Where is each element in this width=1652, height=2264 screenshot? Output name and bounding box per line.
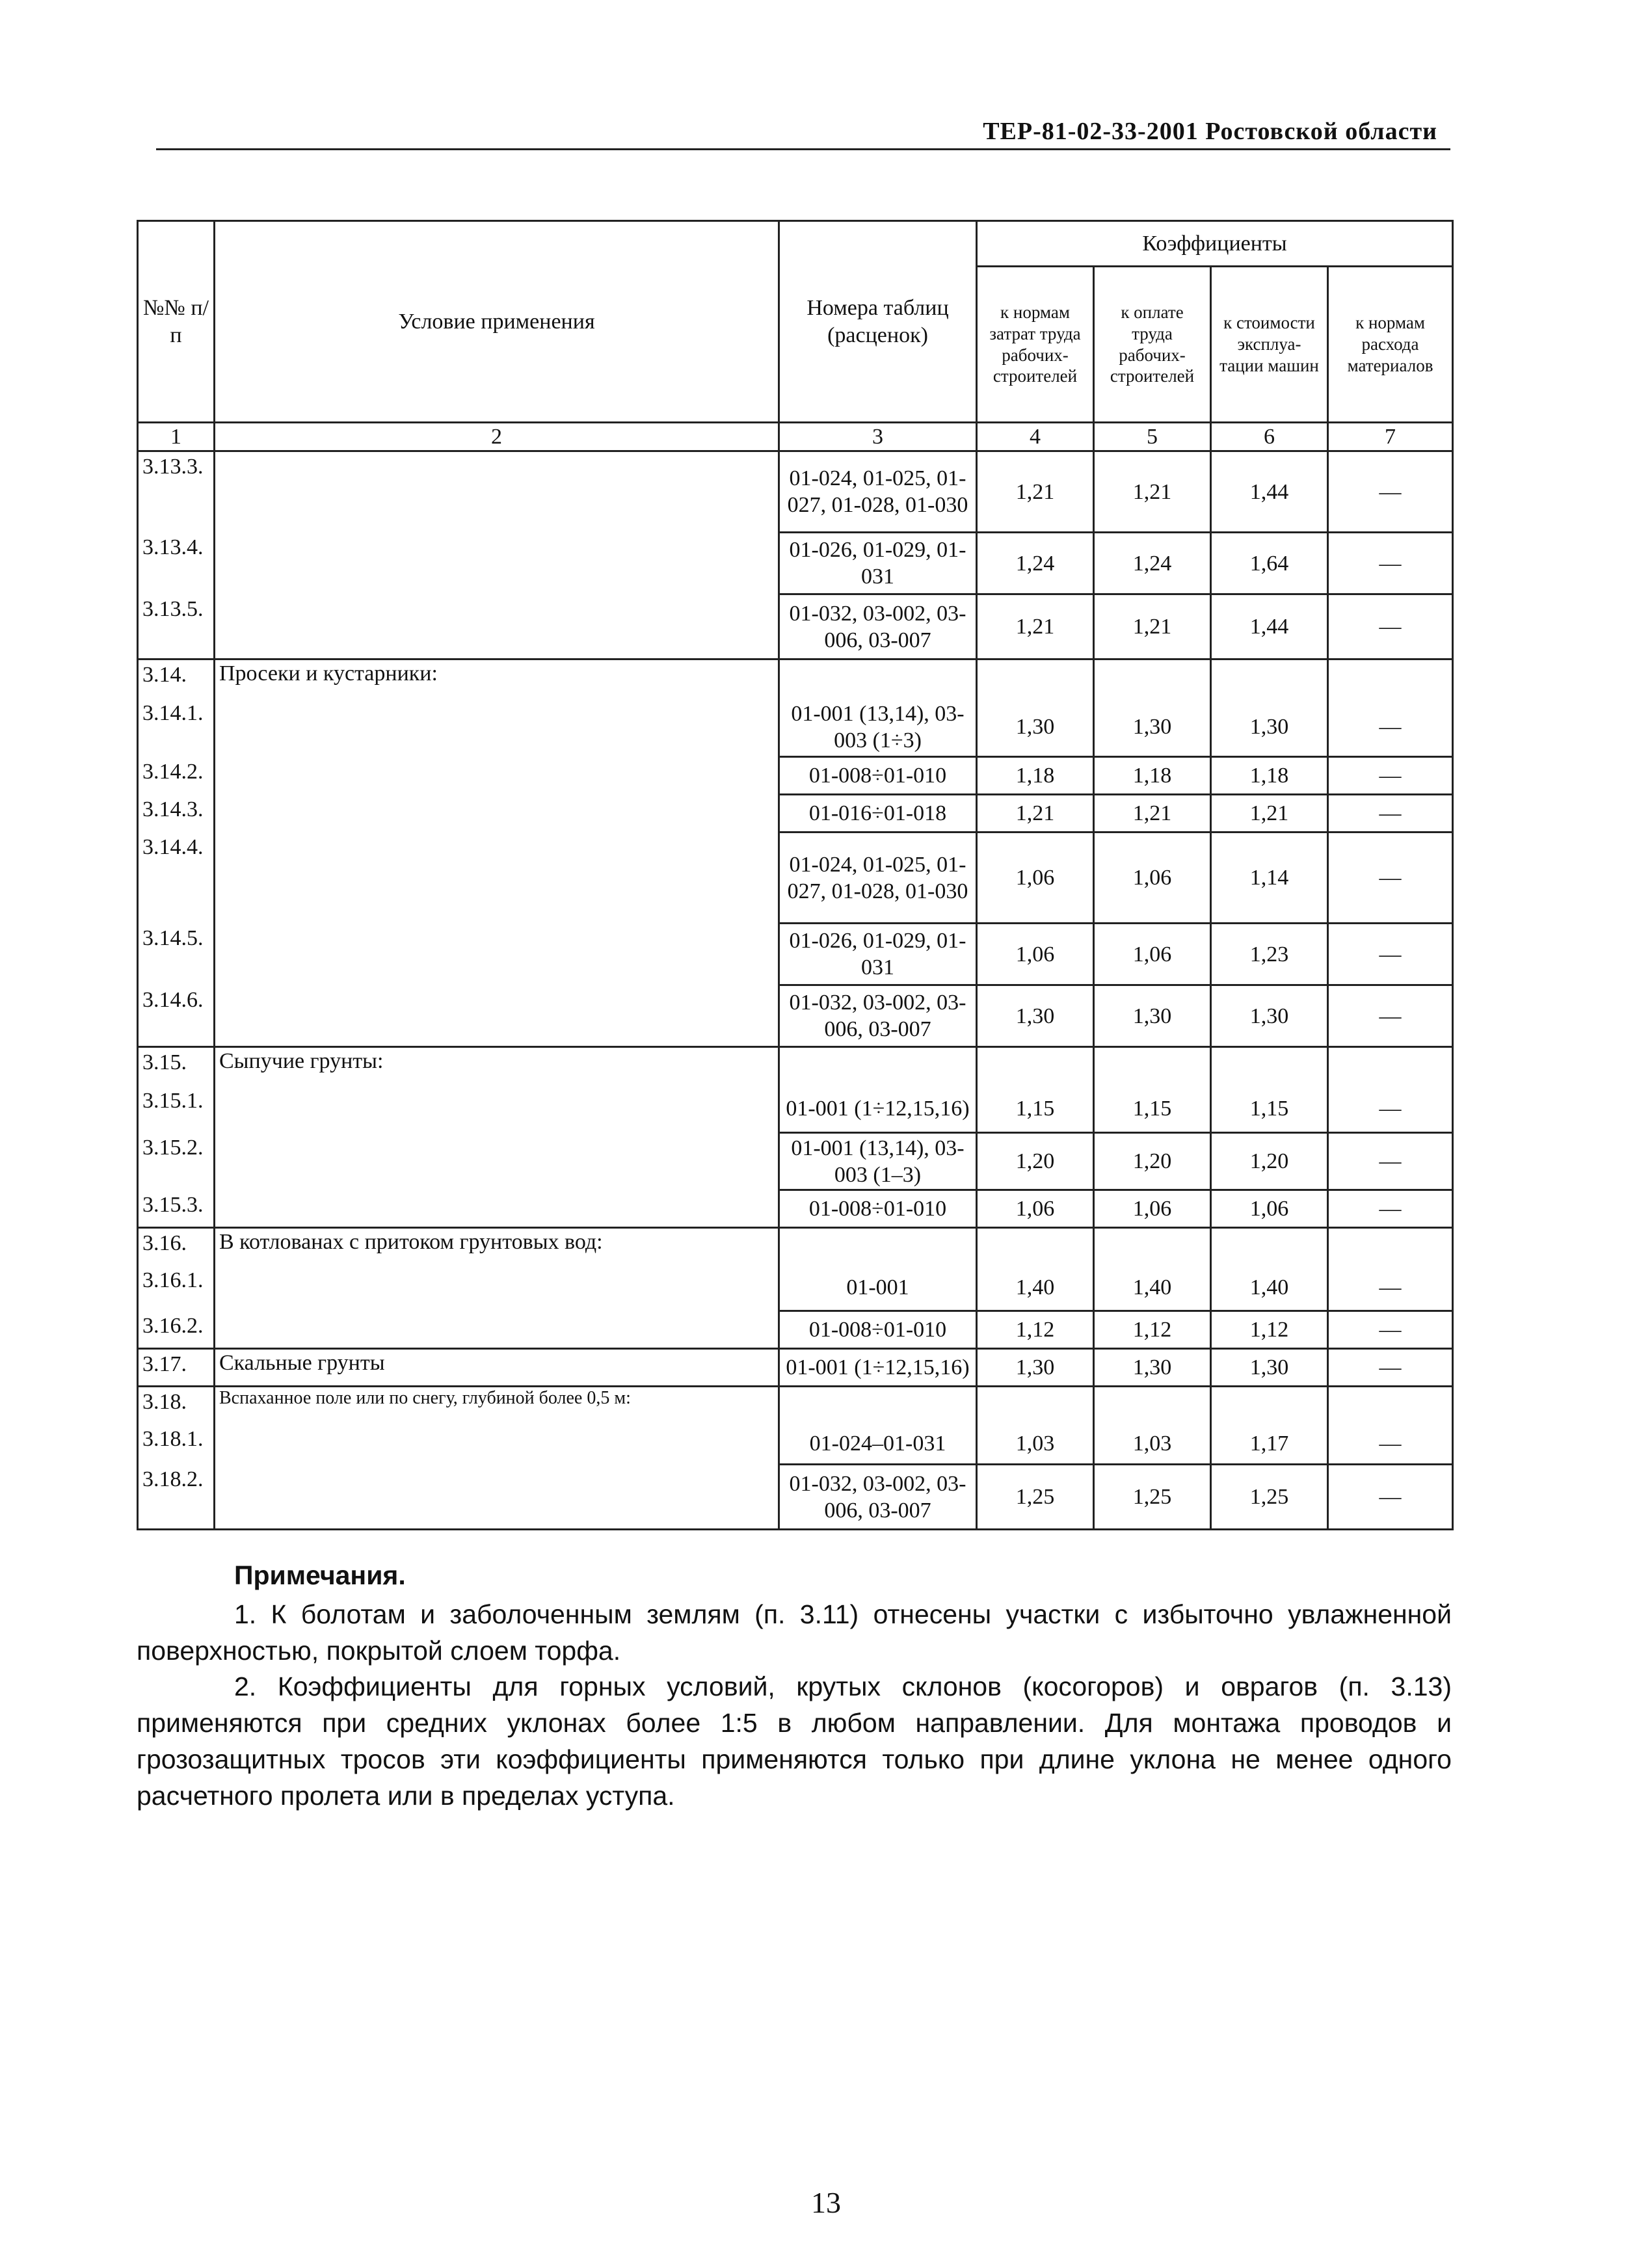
column-number: 5 (1094, 423, 1211, 451)
row-number: 3.16.2. (138, 1311, 215, 1349)
row-condition (215, 533, 779, 594)
row-condition: Скальные грунты (215, 1349, 779, 1387)
row-condition: В котлованах с притоком грунтовых вод: (215, 1228, 779, 1266)
coef-labor-pay: 1,24 (1094, 533, 1211, 594)
table-row (138, 1311, 1453, 1349)
note-item: 2. Коэффициенты для горных условий, крутых склонов (косогоров) и оврагов (п. 3.13) применяются при средних уклонах более 1:5 в любом направлении. Для монтажа проводов и грозозащитных тросов эти коэффициенты применяются только при длине уклона не менее одного расчетного пролета или в пределах уступа. (137, 1671, 1452, 1811)
coef-machine-cost: 1,30 (1211, 1349, 1328, 1387)
coef-labor-norms: 1,30 (977, 1349, 1094, 1387)
coef-material-norms: — (1328, 924, 1453, 985)
document-title: ТЕР-81-02-33-2001 Ростовской области (983, 118, 1437, 145)
row-condition (215, 451, 779, 533)
coef-labor-norms: 1,15 (977, 1086, 1094, 1133)
table-row (138, 1465, 1453, 1530)
row-condition (215, 924, 779, 985)
coef-material-norms: — (1328, 1349, 1453, 1387)
row-condition (215, 795, 779, 832)
coef-labor-pay: 1,06 (1094, 1190, 1211, 1228)
coef-material-norms: — (1328, 1266, 1453, 1311)
row-tables: 01-008÷01-010 (779, 1311, 977, 1349)
row-tables (779, 659, 977, 699)
coef-labor-pay: 1,21 (1094, 795, 1211, 832)
coef-material-norms: — (1328, 832, 1453, 924)
coef-labor-norms: 1,18 (977, 757, 1094, 795)
coef-material-norms (1328, 1387, 1453, 1424)
row-number: 3.15.2. (138, 1133, 215, 1190)
coef-labor-pay: 1,12 (1094, 1311, 1211, 1349)
row-condition (215, 1465, 779, 1530)
table-row (138, 1190, 1453, 1228)
coef-machine-cost: 1,30 (1211, 985, 1328, 1047)
coef-machine-cost: 1,23 (1211, 924, 1328, 985)
coef-machine-cost (1211, 659, 1328, 699)
coef-material-norms (1328, 1228, 1453, 1266)
coef-labor-norms (977, 1228, 1094, 1266)
coef-machine-cost: 1,44 (1211, 594, 1328, 659)
coef-labor-norms (977, 1387, 1094, 1424)
header-num: №№ п/п (138, 221, 215, 423)
row-condition: Просеки и кустарники: (215, 659, 779, 699)
coef-labor-norms: 1,21 (977, 795, 1094, 832)
header-labor-pay: к оплате труда рабочих-строителей (1094, 267, 1211, 423)
coef-labor-pay: 1,30 (1094, 1349, 1211, 1387)
row-number: 3.18.2. (138, 1465, 215, 1530)
row-number: 3.13.5. (138, 594, 215, 659)
coef-labor-norms: 1,30 (977, 699, 1094, 757)
coef-labor-pay (1094, 1228, 1211, 1266)
row-condition (215, 757, 779, 795)
coef-machine-cost: 1,21 (1211, 795, 1328, 832)
row-tables: 01-016÷01-018 (779, 795, 977, 832)
table-row (138, 757, 1453, 795)
coef-machine-cost (1211, 1047, 1328, 1086)
row-number: 3.14.1. (138, 699, 215, 757)
coef-labor-norms: 1,40 (977, 1266, 1094, 1311)
header-material-norms: к нормам расхода материалов (1328, 267, 1453, 423)
row-tables: 01-032, 03-002, 03-006, 03-007 (779, 594, 977, 659)
table-row (138, 985, 1453, 1047)
table-row (138, 1086, 1453, 1133)
coef-labor-norms (977, 1047, 1094, 1086)
coef-material-norms: — (1328, 1133, 1453, 1190)
row-tables: 01-024–01-031 (779, 1424, 977, 1465)
row-condition (215, 699, 779, 757)
row-tables: 01-026, 01-029, 01-031 (779, 924, 977, 985)
coef-labor-pay: 1,30 (1094, 985, 1211, 1047)
row-number: 3.14.3. (138, 795, 215, 832)
row-condition (215, 832, 779, 924)
coef-labor-norms: 1,12 (977, 1311, 1094, 1349)
row-number: 3.14.4. (138, 832, 215, 924)
row-tables (779, 1387, 977, 1424)
coef-labor-norms (977, 659, 1094, 699)
coef-machine-cost: 1,15 (1211, 1086, 1328, 1133)
row-number: 3.15.3. (138, 1190, 215, 1228)
coef-labor-norms: 1,20 (977, 1133, 1094, 1190)
coef-labor-pay: 1,30 (1094, 699, 1211, 757)
row-condition: Вспаханное поле или по снегу, глубиной более 0,5 м: (215, 1387, 779, 1424)
coef-material-norms: — (1328, 1465, 1453, 1530)
coef-labor-pay: 1,21 (1094, 451, 1211, 533)
table-row (138, 832, 1453, 924)
table-row (138, 659, 1453, 699)
coef-labor-pay (1094, 1047, 1211, 1086)
coef-material-norms (1328, 1047, 1453, 1086)
row-number: 3.17. (138, 1349, 215, 1387)
coef-material-norms: — (1328, 594, 1453, 659)
coef-material-norms: — (1328, 1190, 1453, 1228)
table-row (138, 699, 1453, 757)
coef-labor-norms: 1,06 (977, 1190, 1094, 1228)
row-tables: 01-008÷01-010 (779, 757, 977, 795)
table-row (138, 1228, 1453, 1266)
coef-material-norms: — (1328, 757, 1453, 795)
row-number: 3.14.6. (138, 985, 215, 1047)
coef-labor-pay: 1,18 (1094, 757, 1211, 795)
table-row (138, 533, 1453, 594)
row-number: 3.16.1. (138, 1266, 215, 1311)
coef-machine-cost: 1,12 (1211, 1311, 1328, 1349)
table-row (138, 1047, 1453, 1086)
coef-material-norms: — (1328, 699, 1453, 757)
coef-labor-pay: 1,20 (1094, 1133, 1211, 1190)
header-condition: Условие применения (215, 221, 779, 423)
note-item: 1. К болотам и заболоченным землям (п. 3.11) отнесены участки с избыточно увлажненной поверхностью, покрытой слоем торфа. (137, 1599, 1452, 1666)
coef-labor-pay: 1,03 (1094, 1424, 1211, 1465)
coef-machine-cost: 1,44 (1211, 451, 1328, 533)
coef-labor-pay (1094, 659, 1211, 699)
row-number: 3.13.3. (138, 451, 215, 533)
table-row (138, 1266, 1453, 1311)
row-number: 3.14.2. (138, 757, 215, 795)
table-row (138, 1133, 1453, 1190)
column-number: 2 (215, 423, 779, 451)
coef-material-norms: — (1328, 985, 1453, 1047)
coef-machine-cost: 1,64 (1211, 533, 1328, 594)
coef-material-norms: — (1328, 451, 1453, 533)
coef-labor-pay: 1,40 (1094, 1266, 1211, 1311)
column-numbers-row (138, 423, 1453, 451)
row-condition (215, 1190, 779, 1228)
column-number: 4 (977, 423, 1094, 451)
coef-material-norms: — (1328, 795, 1453, 832)
coef-labor-pay: 1,06 (1094, 924, 1211, 985)
coef-machine-cost (1211, 1387, 1328, 1424)
row-condition (215, 1266, 779, 1311)
page-header (156, 116, 1450, 150)
row-number: 3.13.4. (138, 533, 215, 594)
table-row (138, 594, 1453, 659)
row-number: 3.15.1. (138, 1086, 215, 1133)
coef-machine-cost: 1,25 (1211, 1465, 1328, 1530)
notes-section (137, 1558, 1452, 1814)
row-number: 3.18.1. (138, 1424, 215, 1465)
coef-labor-norms: 1,06 (977, 924, 1094, 985)
row-number: 3.16. (138, 1228, 215, 1266)
row-tables (779, 1228, 977, 1266)
column-number: 3 (779, 423, 977, 451)
row-number: 3.14.5. (138, 924, 215, 985)
row-tables: 01-026, 01-029, 01-031 (779, 533, 977, 594)
coef-labor-pay: 1,15 (1094, 1086, 1211, 1133)
row-tables: 01-001 (1÷12,15,16) (779, 1086, 977, 1133)
row-tables (779, 1047, 977, 1086)
coef-machine-cost: 1,17 (1211, 1424, 1328, 1465)
coef-machine-cost: 1,14 (1211, 832, 1328, 924)
notes-title: Примечания. (234, 1560, 406, 1590)
coef-material-norms: — (1328, 1086, 1453, 1133)
table-row (138, 924, 1453, 985)
coef-machine-cost: 1,40 (1211, 1266, 1328, 1311)
row-tables: 01-032, 03-002, 03-006, 03-007 (779, 985, 977, 1047)
coef-machine-cost: 1,06 (1211, 1190, 1328, 1228)
row-condition (215, 1311, 779, 1349)
table-row (138, 795, 1453, 832)
coef-material-norms: — (1328, 533, 1453, 594)
table-row (138, 1424, 1453, 1465)
header-labor-norms: к нормам затрат труда рабочих-строителей (977, 267, 1094, 423)
row-tables: 01-024, 01-025, 01-027, 01-028, 01-030 (779, 451, 977, 533)
column-number: 7 (1328, 423, 1453, 451)
coef-labor-pay (1094, 1387, 1211, 1424)
row-condition (215, 1086, 779, 1133)
column-number: 1 (138, 423, 215, 451)
header-tables: Номера таблиц (расценок) (779, 221, 977, 423)
coef-machine-cost: 1,30 (1211, 699, 1328, 757)
row-tables: 01-008÷01-010 (779, 1190, 977, 1228)
row-tables: 01-001 (13,14), 03-003 (1–3) (779, 1133, 977, 1190)
table-row (138, 1349, 1453, 1387)
row-tables: 01-032, 03-002, 03-006, 03-007 (779, 1465, 977, 1530)
page-number: 13 (811, 2186, 841, 2219)
column-number: 6 (1211, 423, 1328, 451)
row-number: 3.15. (138, 1047, 215, 1086)
coef-labor-pay: 1,21 (1094, 594, 1211, 659)
coef-machine-cost: 1,20 (1211, 1133, 1328, 1190)
row-tables: 01-001 (779, 1266, 977, 1311)
coef-material-norms: — (1328, 1424, 1453, 1465)
coef-labor-norms: 1,06 (977, 832, 1094, 924)
row-condition (215, 1424, 779, 1465)
coef-material-norms: — (1328, 1311, 1453, 1349)
coef-labor-norms: 1,30 (977, 985, 1094, 1047)
row-tables: 01-001 (13,14), 03-003 (1÷3) (779, 699, 977, 757)
row-number: 3.14. (138, 659, 215, 699)
header-machine-cost: к стоимости эксплуа-тации машин (1211, 267, 1328, 423)
coef-machine-cost (1211, 1228, 1328, 1266)
row-number: 3.18. (138, 1387, 215, 1424)
coef-labor-pay: 1,06 (1094, 832, 1211, 924)
coefficients-table (137, 220, 1454, 1530)
coef-machine-cost: 1,18 (1211, 757, 1328, 795)
coef-labor-norms: 1,03 (977, 1424, 1094, 1465)
row-condition (215, 594, 779, 659)
coef-material-norms (1328, 659, 1453, 699)
coef-labor-pay: 1,25 (1094, 1465, 1211, 1530)
table-row (138, 451, 1453, 533)
coef-labor-norms: 1,21 (977, 594, 1094, 659)
coef-labor-norms: 1,21 (977, 451, 1094, 533)
row-condition (215, 985, 779, 1047)
row-tables: 01-001 (1÷12,15,16) (779, 1349, 977, 1387)
coef-labor-norms: 1,24 (977, 533, 1094, 594)
row-tables: 01-024, 01-025, 01-027, 01-028, 01-030 (779, 832, 977, 924)
row-condition (215, 1133, 779, 1190)
table-row (138, 1387, 1453, 1424)
row-condition: Сыпучие грунты: (215, 1047, 779, 1086)
header-coefficients: Коэффициенты (977, 221, 1453, 267)
coef-labor-norms: 1,25 (977, 1465, 1094, 1530)
